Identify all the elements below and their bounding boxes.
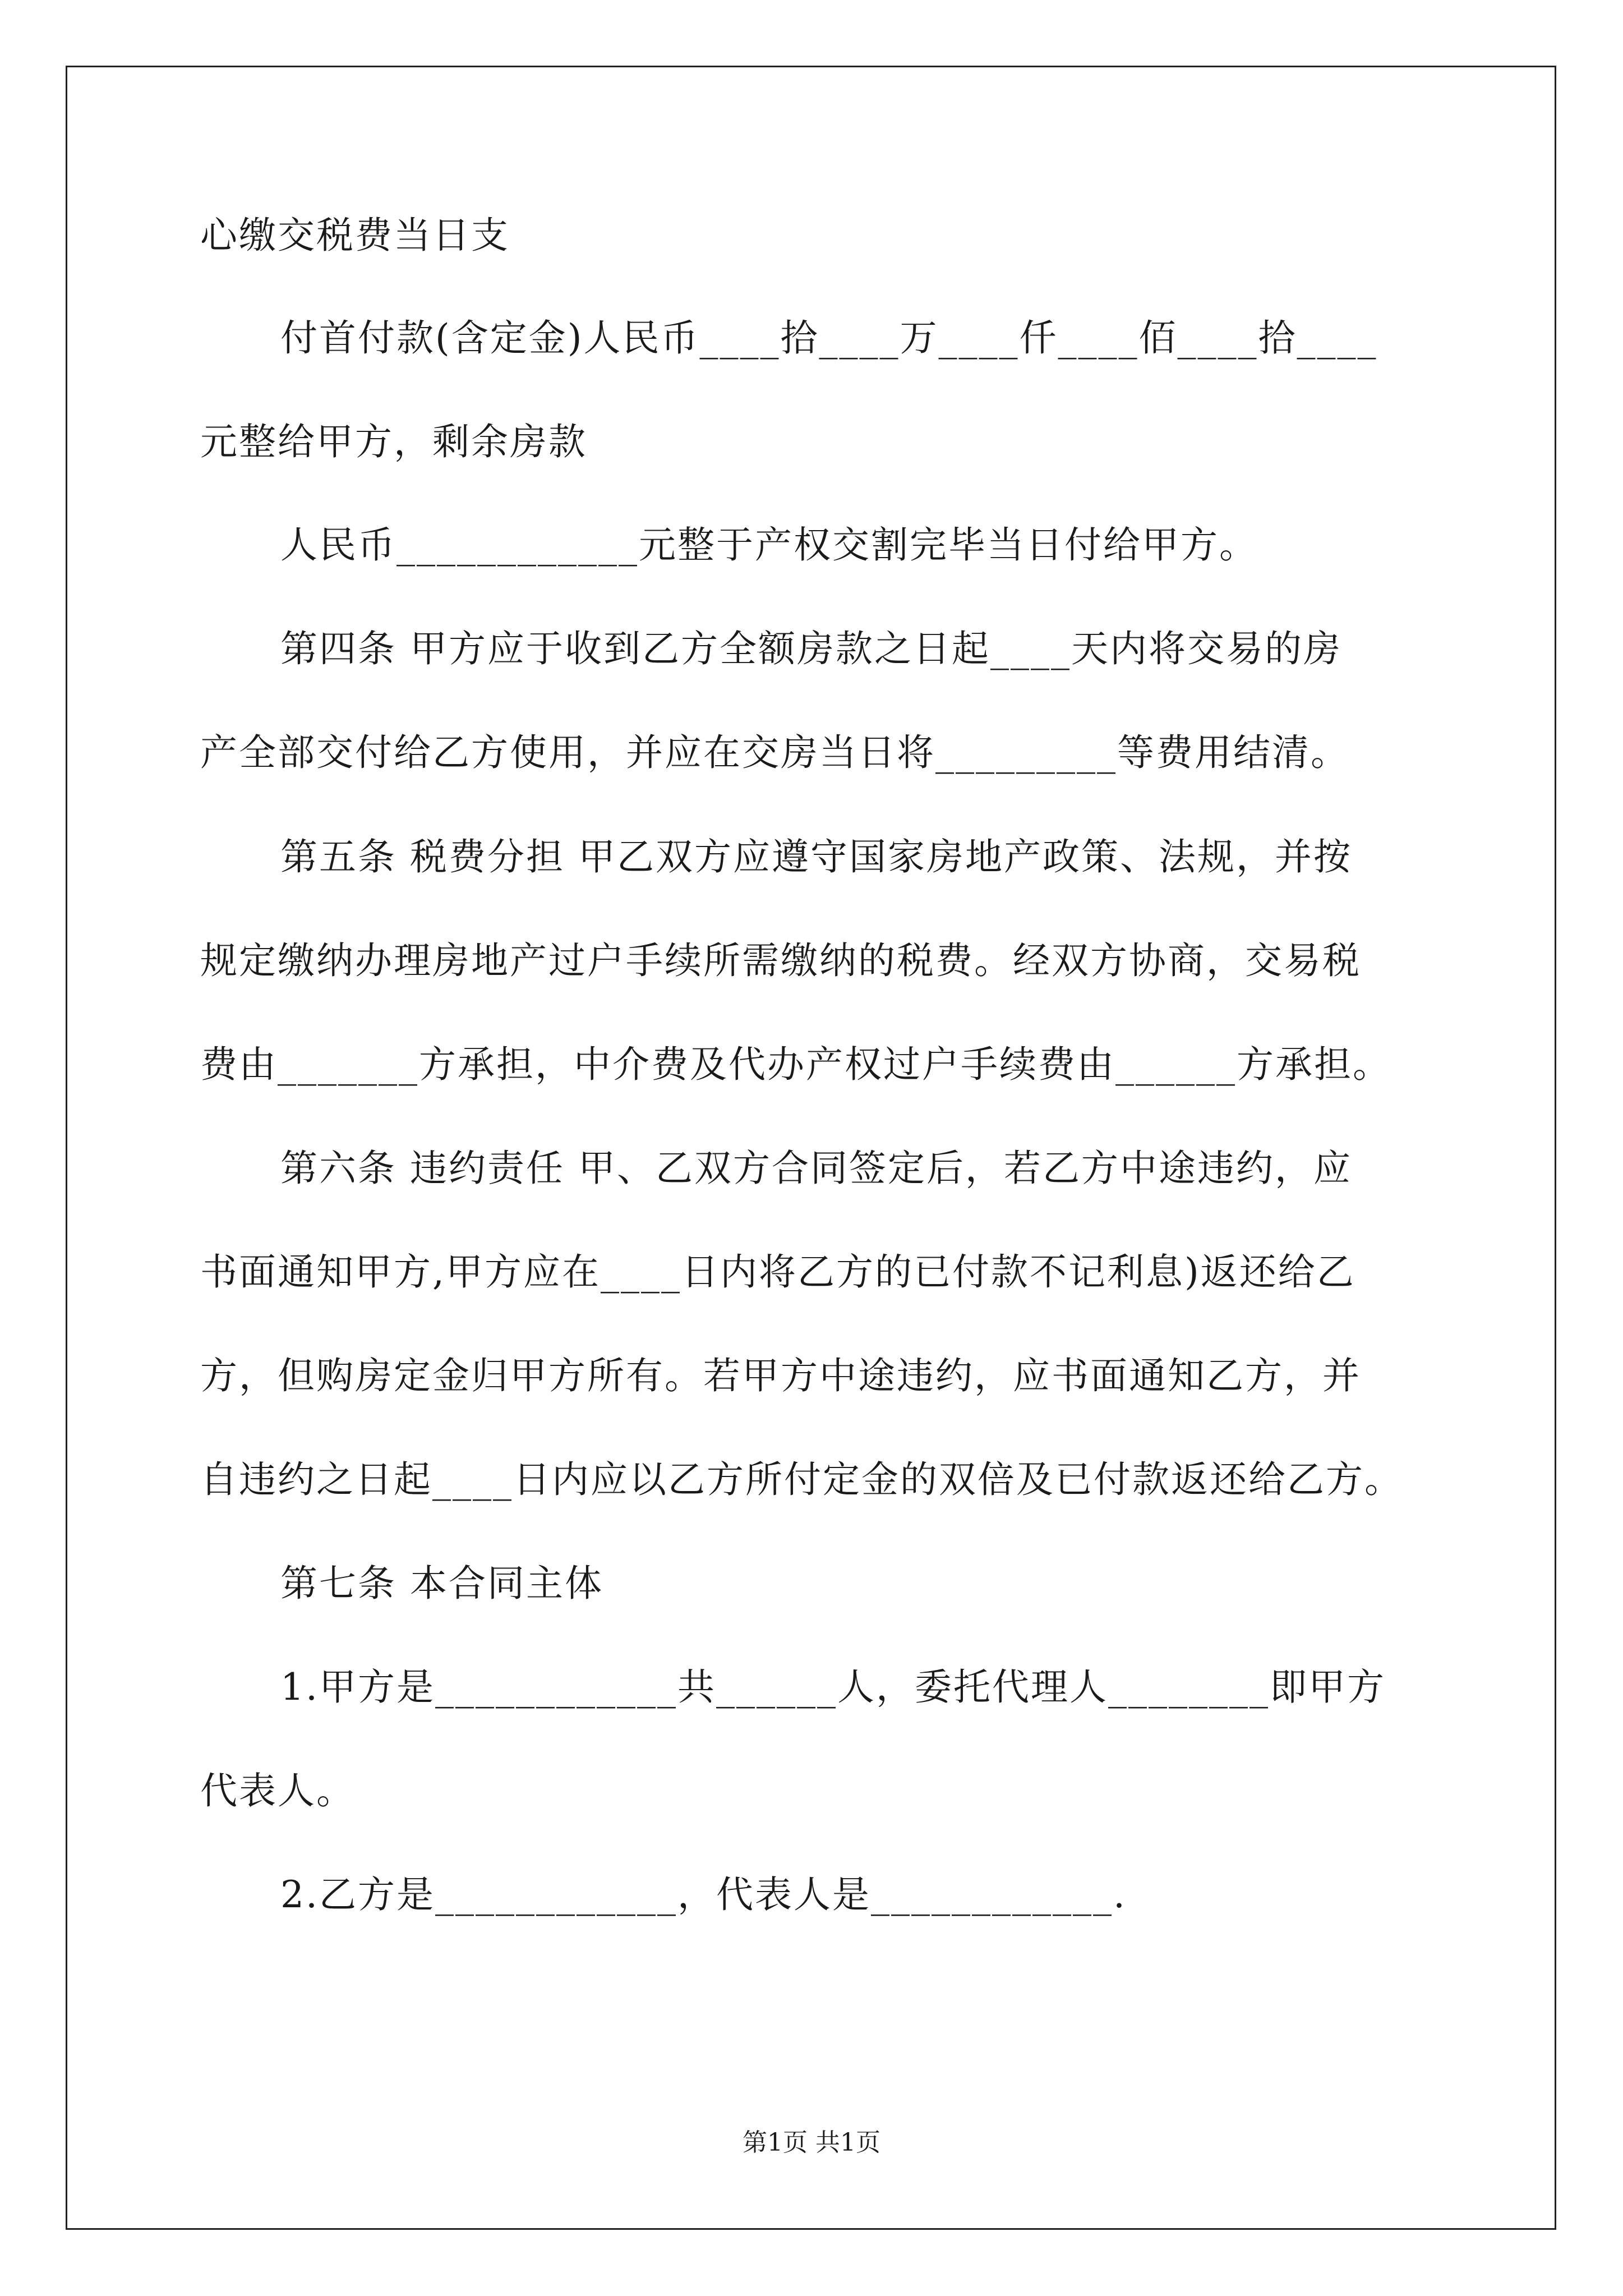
text-line: 人民币____________元整于产权交割完毕当日付给甲方。 xyxy=(280,523,1258,567)
text-line: 心缴交税费当日支 xyxy=(200,214,510,257)
text-line: 付首付款(含定金)人民币____拾____万____仟____佰____拾____ xyxy=(280,316,1378,360)
text-line: 第六条 违约责任 甲、乙双方合同签定后，若乙方中途违约，应 xyxy=(280,1147,1352,1190)
text-line: 元整给甲方，剩余房款 xyxy=(200,420,587,463)
text-line: 代表人。 xyxy=(200,1769,355,1812)
page-number: 第1页 共1页 xyxy=(743,2128,880,2157)
text-line: 第四条 甲方应于收到乙方全额房款之日起____天内将交易的房 xyxy=(280,627,1342,670)
text-line: 书面通知甲方,甲方应在____日内将乙方的已付款不记利息)返还给乙 xyxy=(200,1250,1355,1294)
text-line: 2.乙方是____________，代表人是____________. xyxy=(280,1873,1127,1916)
text-line: 第五条 税费分担 甲乙双方应遵守国家房地产政策、法规，并按 xyxy=(280,835,1352,878)
text-line: 方，但购房定金归甲方所有。若甲方中途违约，应书面通知乙方，并 xyxy=(200,1354,1361,1397)
text-line: 自违约之日起____日内应以乙方所付定金的双倍及已付款返还给乙方。 xyxy=(200,1458,1403,1501)
text-line: 1.甲方是____________共______人，委托代理人________即甲方 xyxy=(280,1665,1386,1709)
text-line: 规定缴纳办理房地产过户手续所需缴纳的税费。经双方协商，交易税 xyxy=(200,939,1361,982)
text-line: 费由_______方承担，中介费及代办产权过户手续费由______方承担。 xyxy=(200,1043,1391,1086)
text-line: 产全部交付给乙方使用，并应在交房当日将_________等费用结清。 xyxy=(200,731,1349,774)
text-line: 第七条 本合同主体 xyxy=(280,1562,603,1605)
